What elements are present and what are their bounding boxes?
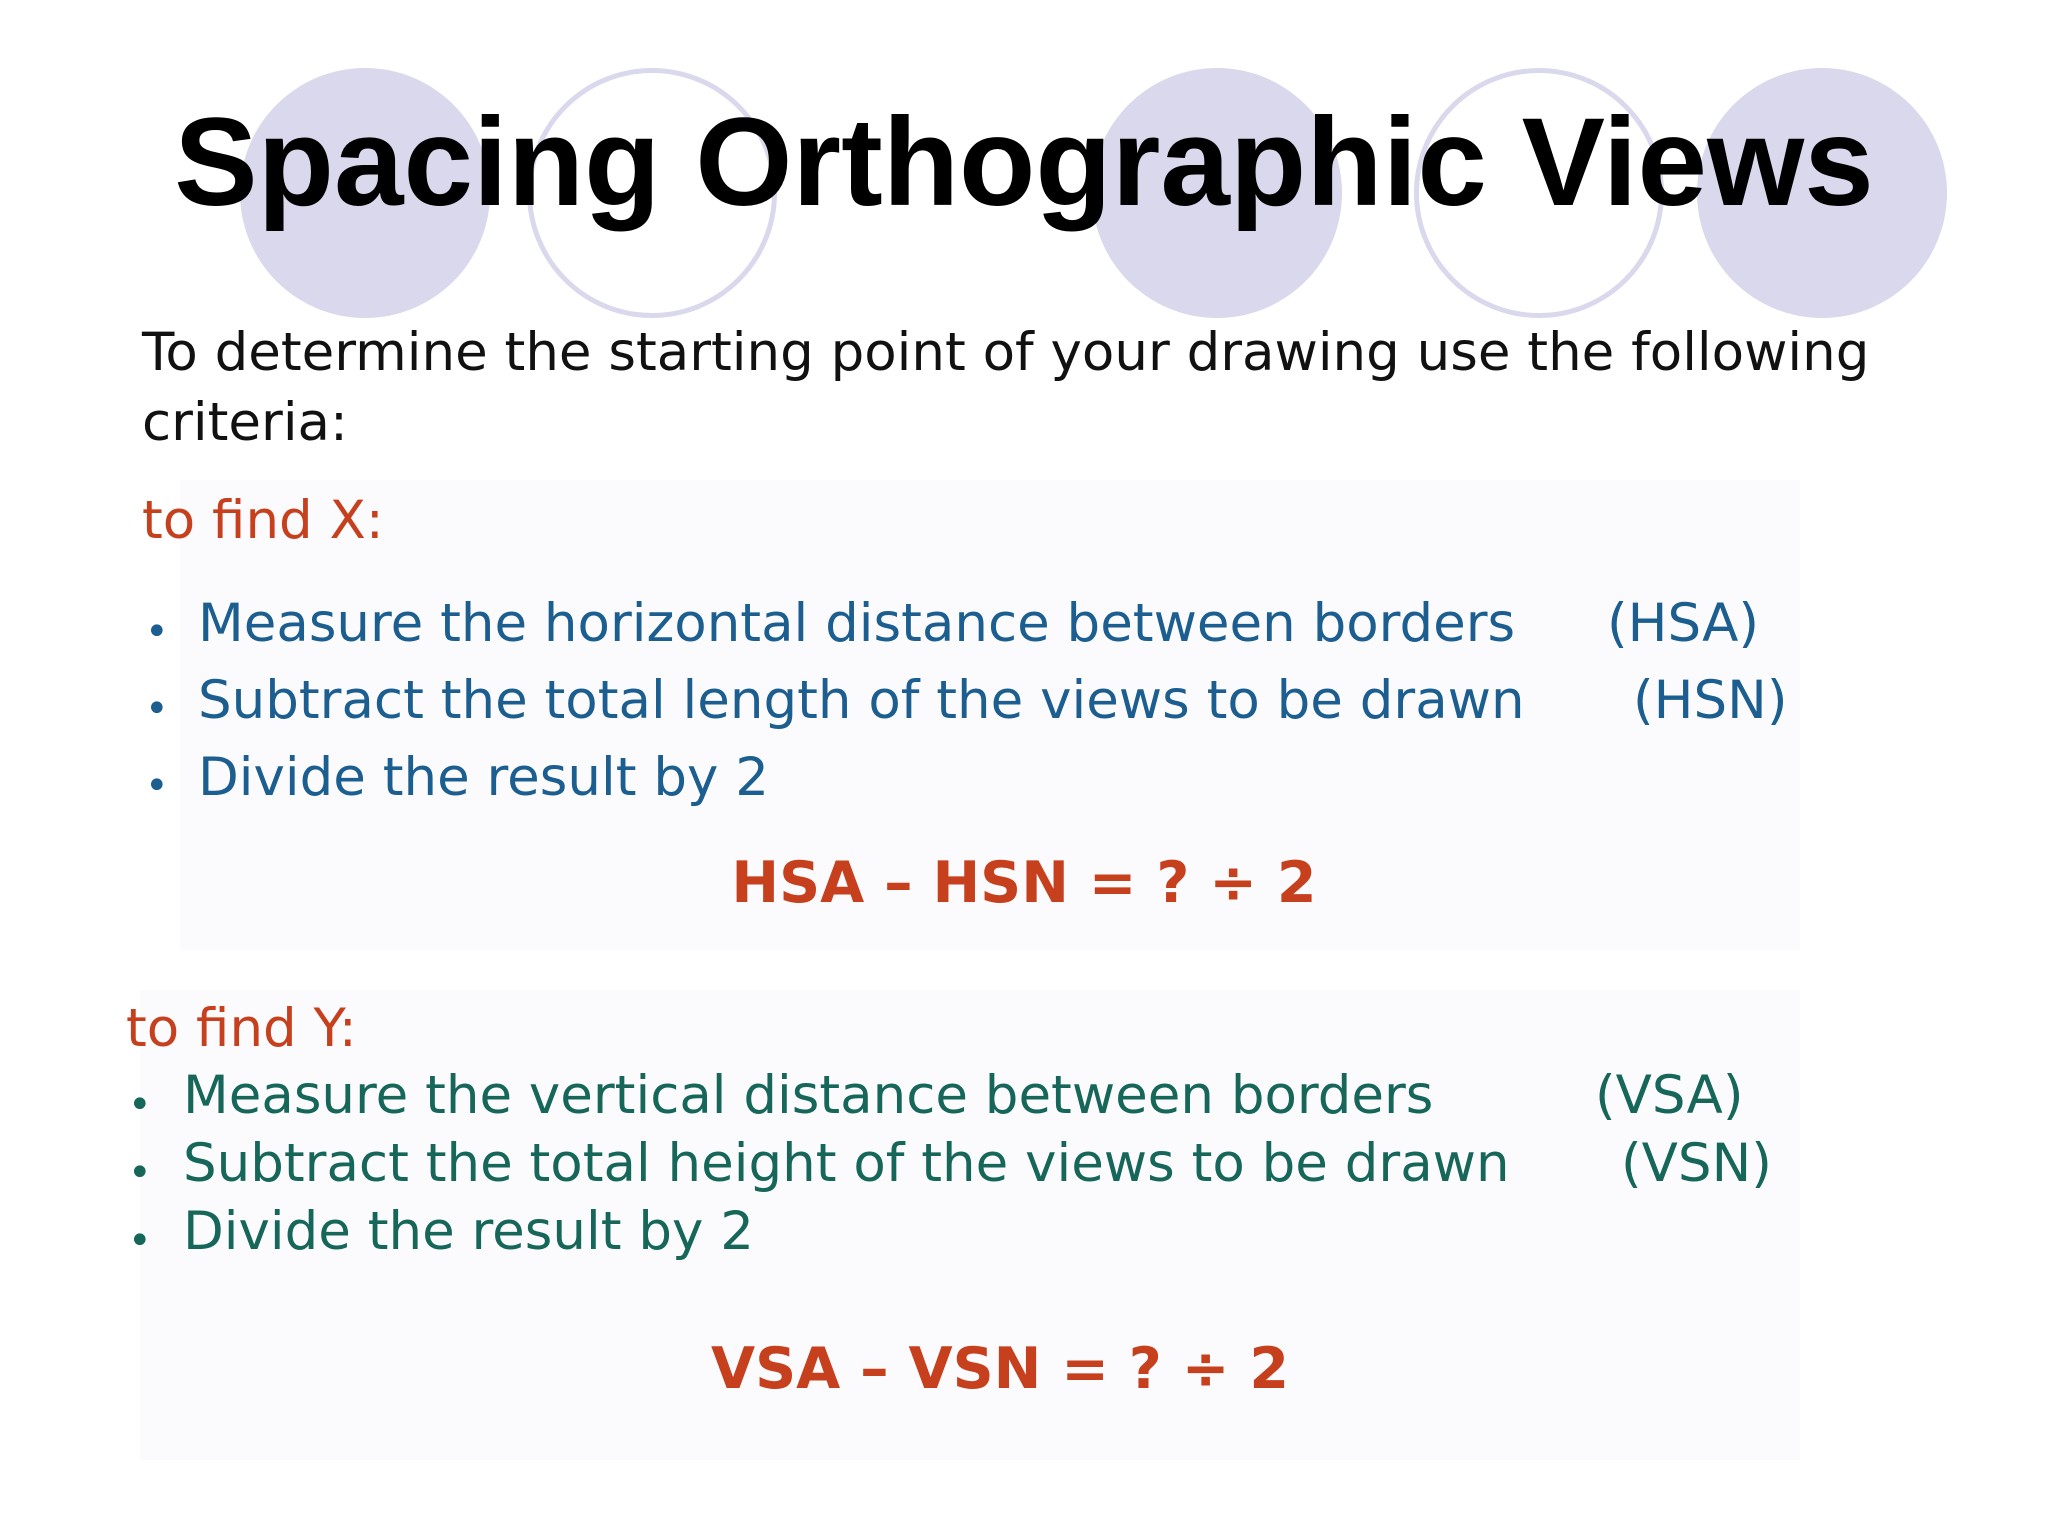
section-x-bullet-3: •	[145, 763, 169, 809]
section-x-item-3: Divide the result by 2	[198, 747, 769, 808]
section-y-item-2: Subtract the total height of the views to be drawn	[183, 1133, 1510, 1194]
section-y-bullet-2: •	[128, 1150, 152, 1196]
section-y-formula: VSA – VSN = ? ÷ 2	[711, 1336, 1289, 1402]
slide-title: Spacing Orthographic Views	[174, 93, 1874, 232]
section-x-item-2: Subtract the total length of the views to be drawn	[198, 670, 1525, 731]
section-x-heading: to find X:	[142, 490, 384, 551]
section-y-bullet-3: •	[128, 1218, 152, 1264]
section-x-item-1-tag: (HSA)	[1607, 593, 1760, 654]
section-y-item-3: Divide the result by 2	[183, 1201, 754, 1262]
intro-text: To determine the starting point of your drawing use the following criteria:	[142, 322, 1870, 453]
section-y-bullet-1: •	[128, 1082, 152, 1128]
section-y-item-1-tag: (VSA)	[1595, 1065, 1744, 1126]
section-x-item-1: Measure the horizontal distance between borders	[198, 593, 1516, 654]
section-x-bullet-1: •	[145, 609, 169, 655]
section-y-item-1: Measure the vertical distance between borders	[183, 1065, 1434, 1126]
section-y-heading: to find Y:	[126, 998, 357, 1059]
section-y-item-2-tag: (VSN)	[1621, 1133, 1772, 1194]
section-x-item-2-tag: (HSN)	[1633, 670, 1788, 731]
section-x-bullet-2: •	[145, 686, 169, 732]
section-x-formula: HSA – HSN = ? ÷ 2	[731, 850, 1317, 916]
